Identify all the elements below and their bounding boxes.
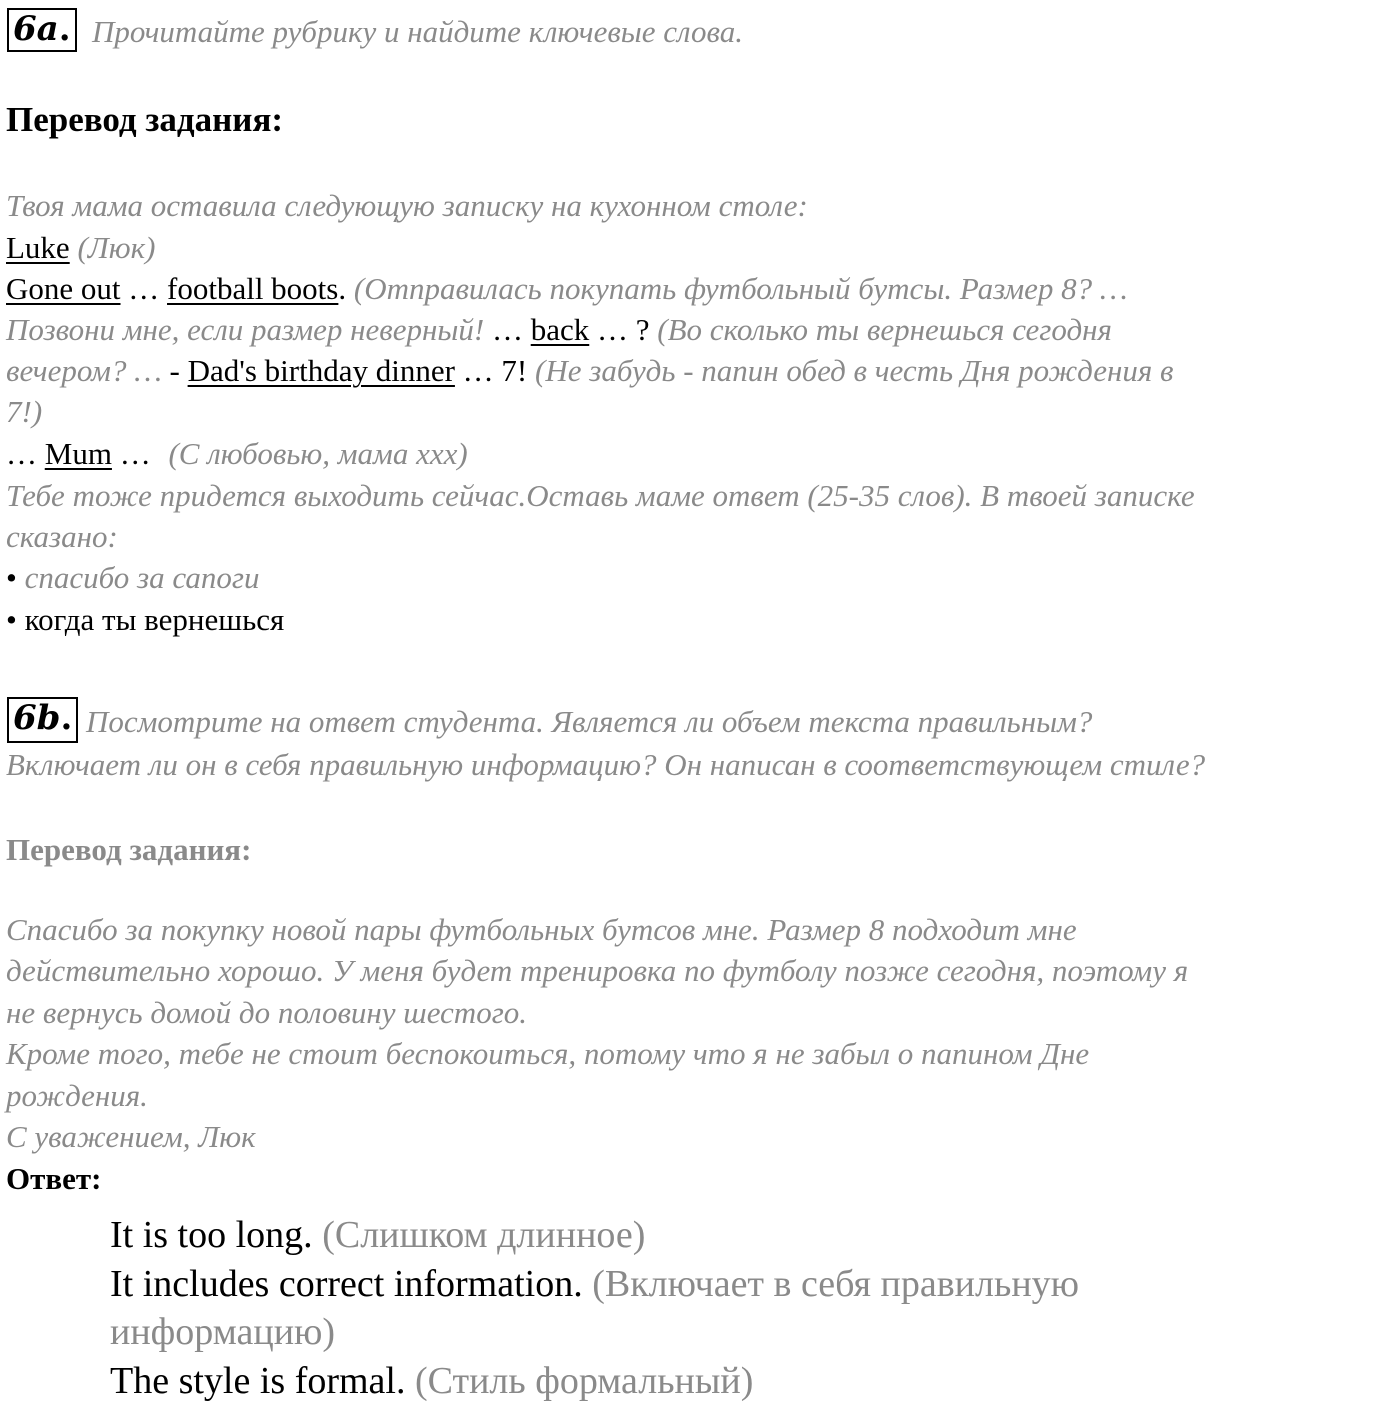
keyword-gone-out: Gone out xyxy=(6,271,121,306)
task-text-2: сказано: xyxy=(6,519,118,554)
student-answer-line-1: Спасибо за покупку новой пары футбольных бутсов мне. Размер 8 подходит мне xyxy=(6,912,1077,947)
task-6a-badge-text: 6a xyxy=(13,9,59,49)
student-answer-line-6: С уважением, Люк xyxy=(6,1119,256,1154)
bullet-item-2: • когда ты вернешься xyxy=(6,602,285,637)
student-answer-line-3: не вернусь домой до половину шестого. xyxy=(6,995,528,1030)
keyword-back: back xyxy=(530,312,590,347)
ellipsis: … xyxy=(128,271,160,306)
bullet-item-1-text: спасибо за сапоги xyxy=(24,560,260,595)
translation-heading-2: Перевод задания: xyxy=(6,832,252,867)
task-6b-badge: 6b. xyxy=(7,697,78,743)
note-translation-6: 7!) xyxy=(6,394,43,429)
task-6b-badge-text: 6b xyxy=(13,698,61,738)
note-translation-3: (Во сколько ты вернешься сегодня xyxy=(657,312,1112,347)
note-luke-line xyxy=(6,228,155,268)
task-6b-instruction-2: Включает ли он в себя правильную информацию? Он написан в соответствующем стиле? xyxy=(6,747,1206,782)
answer-1-en: It is too long. xyxy=(110,1214,313,1256)
keyword-mum: Mum xyxy=(44,436,112,471)
luke-translation: (Люк) xyxy=(77,230,156,265)
task-6a-instruction: Прочитайте рубрику и найдите ключевые слова. xyxy=(92,14,743,49)
student-answer-line-2: действительно хорошо. У меня будет тренировка по футболу позже сегодня, поэтому я xyxy=(6,953,1189,988)
ellipsis: … xyxy=(6,436,37,471)
student-answer-line-4: Кроме того, тебе не стоит беспокоиться, потому что я не забыл о папином Дне xyxy=(6,1036,1090,1071)
note-intro: Твоя мама оставила следующую записку на кухонном столе: xyxy=(6,188,808,223)
mum-translation: (С любовью, мама ххх) xyxy=(168,436,468,471)
seven: … 7! xyxy=(462,353,528,388)
answer-line-2 xyxy=(110,1261,1079,1307)
task-6b-instruction-1: Посмотрите на ответ студента. Является ли объем текста правильным? xyxy=(86,704,1093,739)
keyword-football-boots: football boots xyxy=(167,271,339,306)
bullet-icon: • xyxy=(6,560,17,595)
note-translation-1: (Отправилась покупать футбольный бутсы. Размер 8? … xyxy=(353,271,1128,306)
answer-line-4 xyxy=(110,1358,753,1404)
question-mark: … ? xyxy=(597,312,650,347)
note-line-3 xyxy=(6,351,1174,391)
answer-4-ru: (Стиль формальный) xyxy=(414,1360,754,1402)
task-6a-badge: 6a. xyxy=(7,8,77,52)
ellipsis: … xyxy=(119,436,151,471)
answer-line-3 xyxy=(110,1309,335,1355)
answer-heading: Ответ: xyxy=(6,1161,102,1196)
note-mum-line xyxy=(6,434,468,474)
note-translation-5: (Не забудь - папин обед в честь Дня рождения в xyxy=(535,353,1174,388)
note-translation-2: Позвони мне, если размер неверный! xyxy=(6,312,485,347)
keyword-dads-birthday-dinner: Dad's birthday dinner xyxy=(187,353,455,388)
answer-2-ru: (Включает в себя правильную xyxy=(592,1263,1080,1305)
bullet-item-1 xyxy=(6,558,259,598)
keyword-luke: Luke xyxy=(6,230,70,265)
task-text-1: Тебе тоже придется выходить сейчас.Оставь маме ответ (25-35 слов). В твоей записке xyxy=(6,478,1195,513)
answer-1-ru: (Слишком длинное) xyxy=(322,1214,646,1256)
note-line-1: Gone out … football boots. (Отправилась покупать футбольный бутсы. Размер 8? … xyxy=(6,271,1128,306)
note-line-2 xyxy=(6,310,1112,350)
translation-heading-1: Перевод задания: xyxy=(6,100,284,139)
student-answer-line-5: рождения. xyxy=(6,1078,148,1113)
ellipsis: … xyxy=(491,312,523,347)
answer-4-en: The style is formal. xyxy=(110,1360,406,1402)
answer-3-ru: информацию) xyxy=(110,1311,336,1353)
note-translation-4: вечером? … xyxy=(6,353,162,388)
answer-2-en: It includes correct information. xyxy=(110,1263,583,1305)
answer-line-1 xyxy=(110,1212,645,1258)
dash: - xyxy=(169,353,180,388)
